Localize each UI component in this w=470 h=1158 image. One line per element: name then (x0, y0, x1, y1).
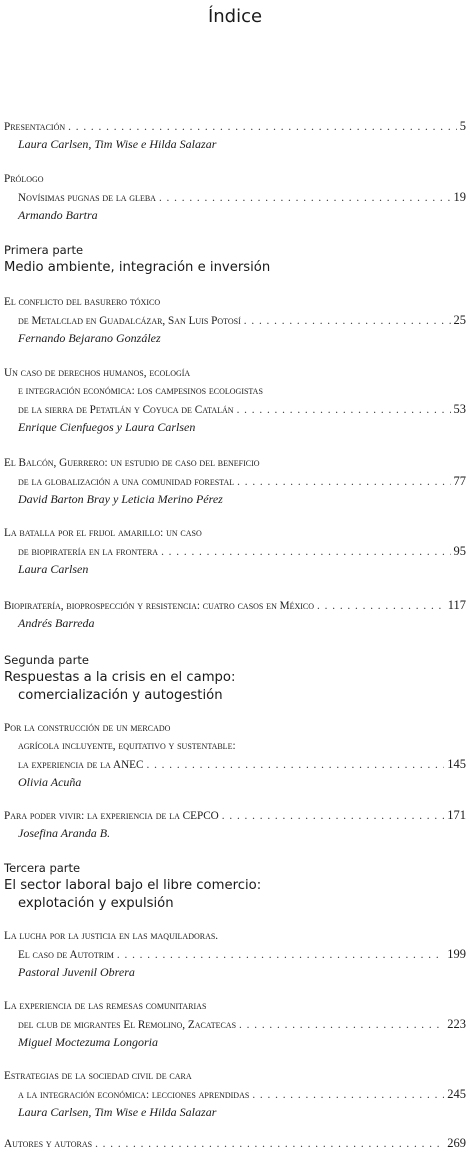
entry-title: Presentación (4, 121, 66, 133)
toc-entry-biopirateria[interactable] (4, 596, 466, 632)
part-label: Segunda parte (4, 653, 89, 667)
entry-author: Laura Carlsen, Tim Wise e Hilda Salazar (18, 137, 217, 151)
entry-title: El caso de Autotrim (18, 949, 114, 961)
page-number: 19 (453, 190, 466, 204)
entry-author: Olivia Acuña (18, 775, 82, 789)
entry-author: Enrique Cienfuegos y Laura Carlsen (18, 420, 196, 434)
toc-line (4, 997, 466, 1015)
leader-dots (252, 1086, 444, 1104)
entry-title: de biopiratería en la frontera (18, 546, 159, 558)
toc-line (4, 806, 466, 824)
toc-line (4, 755, 466, 773)
entry-author: Laura Carlsen (18, 562, 89, 576)
toc-line (4, 311, 466, 329)
page-number: 171 (447, 808, 466, 822)
leader-dots (239, 1016, 444, 1034)
entry-title: Para poder vivir: la experiencia de la CEPCO (4, 810, 219, 822)
toc-line (4, 1085, 466, 1103)
toc-line (4, 400, 466, 418)
entry-title: Novísimas pugnas de la gleba (18, 192, 156, 204)
toc-line (4, 293, 466, 311)
entry-author: Armando Bartra (18, 208, 98, 222)
toc-entry-balcon[interactable] (4, 454, 466, 508)
toc-entry-cepco[interactable] (4, 806, 466, 842)
toc-line (4, 170, 466, 188)
page-number: 25 (453, 313, 466, 327)
toc-entry-mercado[interactable] (4, 719, 466, 791)
toc-line (4, 382, 466, 400)
entry-title: Biopiratería, bioprospección y resistencia: cuatro casos en México (4, 600, 315, 612)
page-number: 95 (453, 544, 466, 558)
page-number: 245 (447, 1087, 466, 1101)
part-title: Medio ambiente, integración e inversión (4, 260, 271, 275)
toc-line (4, 364, 466, 382)
toc-entry-estrategias[interactable] (4, 1067, 466, 1121)
part-label: Primera parte (4, 243, 84, 257)
part-label: Tercera parte (4, 861, 81, 875)
toc-entry-frijol[interactable] (4, 524, 466, 578)
leader-dots (159, 189, 451, 207)
page-number: 145 (447, 757, 466, 771)
entry-title: de la globalización a una comunidad forestal (18, 476, 235, 488)
entry-title: e integración económica: los campesinos ecologistas (18, 385, 263, 397)
page-number: 223 (447, 1017, 466, 1031)
toc-line (4, 927, 466, 945)
entry-title: Por la construcción de un mercado (4, 722, 171, 734)
entry-author: Andrés Barreda (18, 616, 95, 630)
leader-dots (237, 473, 450, 491)
entry-title: Autores y autoras (4, 1138, 93, 1150)
entry-title: La lucha por la justicia en las maquiladoras. (4, 930, 219, 942)
part-title: Respuestas a la crisis en el campo: (4, 670, 236, 685)
page-number: 5 (459, 119, 466, 133)
page-number: 269 (447, 1136, 466, 1150)
entry-title: agrícola incluyente, equitativo y sustentable: (18, 740, 236, 752)
toc-entry-remesas[interactable] (4, 997, 466, 1051)
toc-line (4, 1015, 466, 1033)
entry-title: a la integración económica: lecciones aprendidas (18, 1089, 250, 1101)
entry-title: de la sierra de Petatlán y Coyuca de Catalán (18, 404, 234, 416)
entry-title: Un caso de derechos humanos, ecología (4, 367, 191, 379)
leader-dots (161, 543, 450, 561)
leader-dots (146, 756, 444, 774)
toc-line (4, 188, 466, 206)
toc-line (4, 596, 466, 614)
leader-dots (237, 401, 451, 419)
entry-author: Laura Carlsen, Tim Wise e Hilda Salazar (18, 1105, 217, 1119)
part-heading-primera (4, 241, 466, 277)
part-heading-tercera (4, 859, 466, 913)
entry-title: de Metalclad en Guadalcázar, San Luis Potosí (18, 315, 241, 327)
part-title: explotación y expulsión (18, 896, 174, 911)
toc-line (4, 1134, 466, 1152)
leader-dots (117, 946, 444, 964)
toc-entry-autotrim[interactable] (4, 927, 466, 981)
toc-line (4, 524, 466, 542)
entry-title: La batalla por el frijol amarillo: un caso (4, 527, 202, 539)
entry-title: Estrategias de la sociedad civil de cara (4, 1070, 192, 1082)
entry-title: La experiencia de las remesas comunitarias (4, 1000, 207, 1012)
toc-line (4, 542, 466, 560)
entry-author: Fernando Bejarano González (18, 331, 161, 345)
toc-line (4, 737, 466, 755)
toc-entry-presentacion[interactable] (4, 117, 466, 153)
page-number: 77 (453, 474, 466, 488)
entry-author: Pastoral Juvenil Obrera (18, 965, 135, 979)
entry-author: Josefina Aranda B. (18, 826, 111, 840)
page-number: 199 (447, 947, 466, 961)
page-title: Índice (207, 6, 263, 27)
part-heading-segunda (4, 651, 466, 705)
entry-title: El Balcón, Guerrero: un estudio de caso del beneficio (4, 457, 260, 469)
toc-entry-prologo[interactable] (4, 170, 466, 224)
entry-title: del club de migrantes El Remolino, Zacatecas (18, 1019, 237, 1031)
toc-line (4, 454, 466, 472)
leader-dots (317, 597, 445, 615)
entry-title: la experiencia de la ANEC (18, 759, 144, 771)
entry-author: David Barton Bray y Leticia Merino Pérez (18, 492, 223, 506)
toc-entry-basurero[interactable] (4, 293, 466, 347)
entry-author: Miguel Moctezuma Longoria (18, 1035, 158, 1049)
toc-entry-autores[interactable] (4, 1134, 466, 1152)
entry-title: El conflicto del basurero tóxico (4, 296, 161, 308)
part-title: El sector laboral bajo el libre comercio: (4, 878, 262, 893)
entry-title: Prólogo (4, 173, 44, 185)
leader-dots (244, 312, 451, 330)
toc-line (4, 472, 466, 490)
part-title: comercialización y autogestión (18, 688, 223, 703)
leader-dots (68, 118, 457, 136)
toc-line (4, 1067, 466, 1085)
page-number: 117 (447, 598, 466, 612)
toc-line (4, 945, 466, 963)
leader-dots (222, 807, 445, 825)
page-number: 53 (453, 402, 466, 416)
toc-line (4, 719, 466, 737)
toc-line (4, 117, 466, 135)
leader-dots (95, 1135, 444, 1153)
toc-entry-derechos[interactable] (4, 364, 466, 436)
